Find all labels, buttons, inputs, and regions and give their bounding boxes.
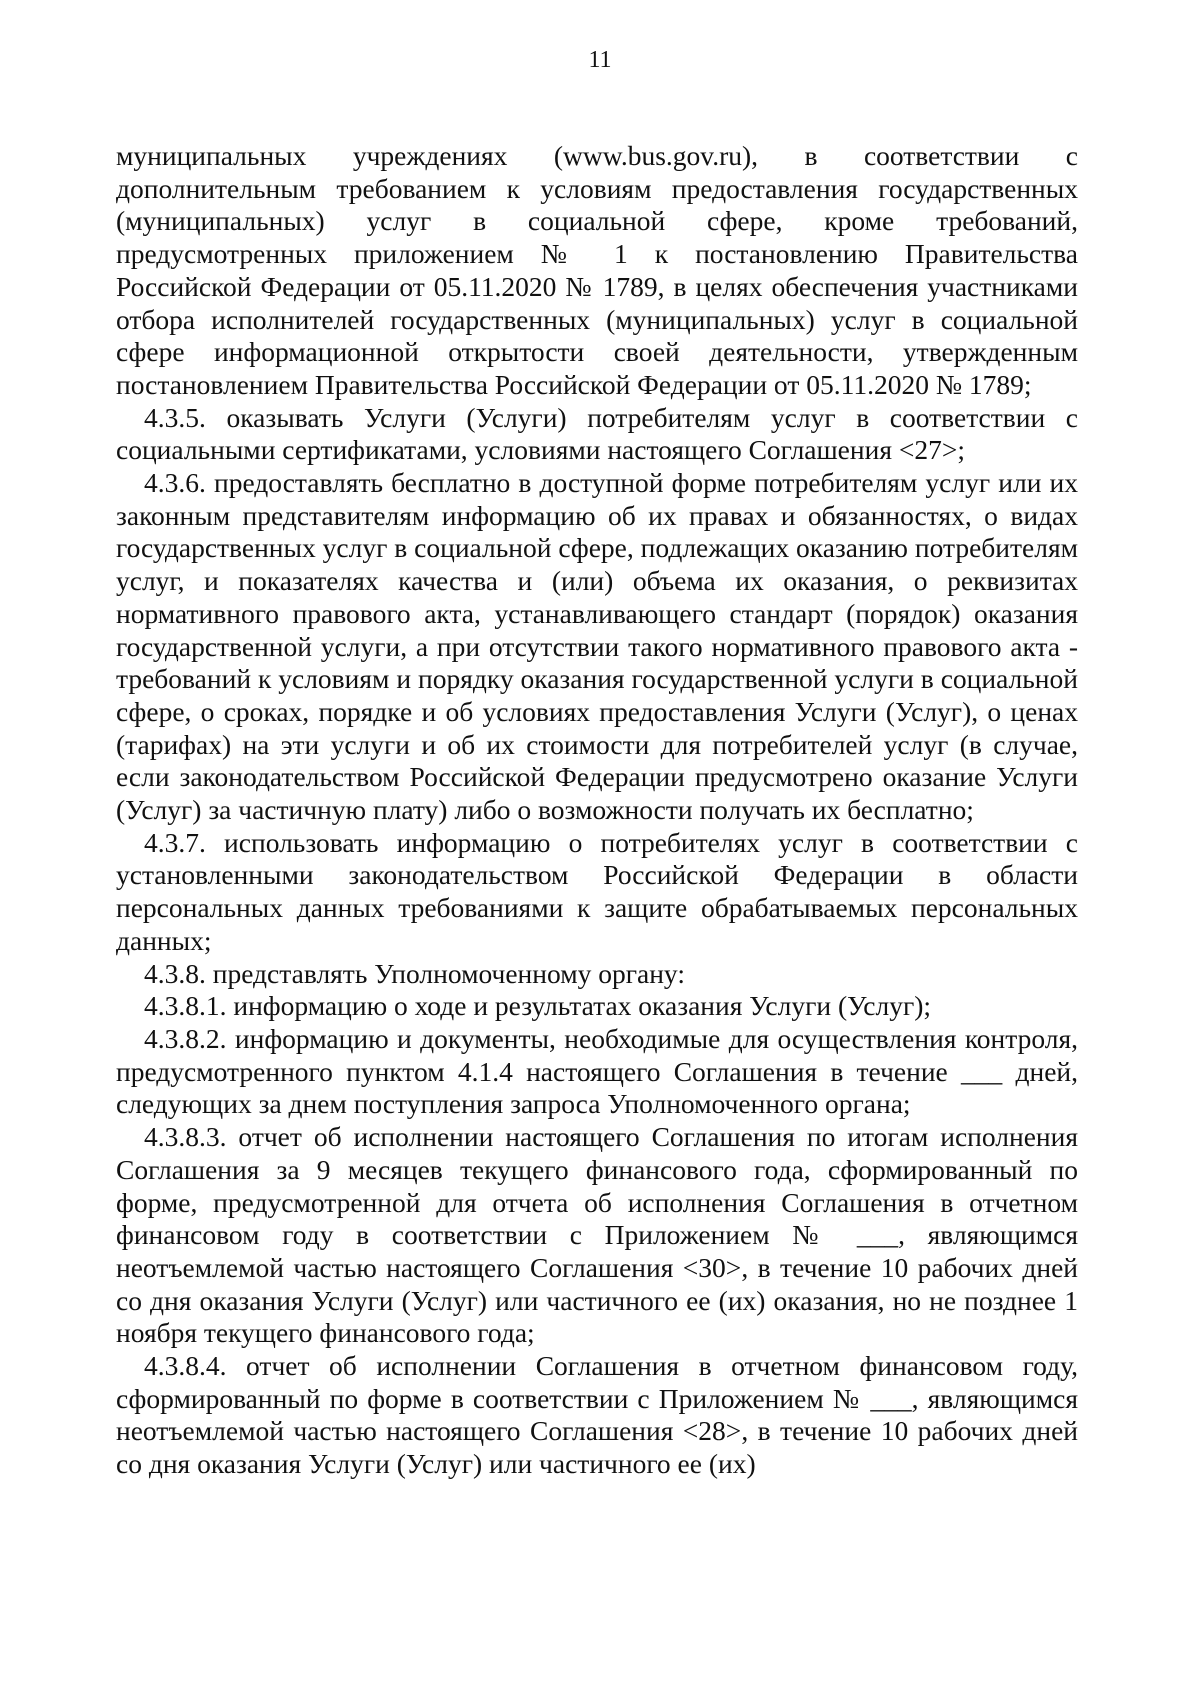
page-number: 11 <box>588 47 612 73</box>
paragraph-4-3-8-4: 4.3.8.4. отчет об исполнении Соглашения в отчетном финансовом году, сформированный по форме в соответствии с Приложением № ___, являющимся неотъемлемой частью настоящего Соглашения <28>, в течение 10 рабочих дней со дня оказания Услуги (Услуг) или частичного ее (их) <box>116 1350 1078 1480</box>
paragraph-4-3-8-2: 4.3.8.2. информацию и документы, необходимые для осуществления контроля, предусмотренного пунктом 4.1.4 настоящего Соглашения в течение ___ дней, следующих за днем поступления запроса Уполномоченного органа; <box>116 1022 1078 1120</box>
paragraph-continuation: муниципальных учреждениях (www.bus.gov.ru), в соответствии с дополнительным требованием к условиям предоставления государственных (муниципальных) услуг в социальной сфере, кроме требований, предусмотренных приложением № 1 к постановлению Правительства Российской Федерации от 05.11.2020 № 1789, в целях обеспечения участниками отбора исполнителей государственных (муниципальных) услуг в социальной сфере информационной открытости своей деятельности, утвержденным постановлением Правительства Российской Федерации от 05.11.2020 № 1789; <box>116 140 1078 400</box>
paragraph-4-3-6: 4.3.6. предоставлять бесплатно в доступной форме потребителям услуг или их законным представителям информацию об их правах и обязанностях, о видах государственных услуг в социальной сфере, подлежащих оказанию потребителям услуг, и показателях качества и (или) объема их оказания, о реквизитах нормативного правового акта, устанавливающего стандарт (порядок) оказания государственной услуги, а при отсутствии такого нормативного правового акта - требований к условиям и порядку оказания государственной услуги в социальной сфере, о сроках, порядке и об условиях предоставления Услуги (Услуг), о ценах (тарифах) на эти услуги и об их стоимости для потребителей услуг (в случае, если законодательством Российской Федерации предусмотрено оказание Услуги (Услуг) за частичную плату) либо о возможности получать их бесплатно; <box>116 467 1078 826</box>
document-body <box>116 140 1078 1481</box>
paragraph-4-3-8: 4.3.8. представлять Уполномоченному органу: <box>144 957 685 989</box>
paragraph-4-3-8-1: 4.3.8.1. информацию о ходе и результатах оказания Услуги (Услуг); <box>144 990 932 1022</box>
paragraph-4-3-8-3: 4.3.8.3. отчет об исполнении настоящего Соглашения по итогам исполнения Соглашения за 9 месяцев текущего финансового года, сформированный по форме, предусмотренной для отчета об исполнения Соглашения в отчетном финансовом году в соответствии с Приложением № ___, являющимся неотъемлемой частью настоящего Соглашения <30>, в течение 10 рабочих дней со дня оказания Услуги (Услуг) или частичного ее (их) оказания, но не позднее 1 ноября текущего финансового года; <box>116 1121 1078 1349</box>
paragraph-4-3-5: 4.3.5. оказывать Услуги (Услуги) потребителям услуг в соответствии с социальными сертификатами, условиями настоящего Соглашения <27>; <box>116 401 1078 466</box>
paragraph-4-3-7: 4.3.7. использовать информацию о потребителях услуг в соответствии с установленными законодательством Российской Федерации в области персональных данных требованиями к защите обрабатываемых персональных данных; <box>116 826 1078 956</box>
